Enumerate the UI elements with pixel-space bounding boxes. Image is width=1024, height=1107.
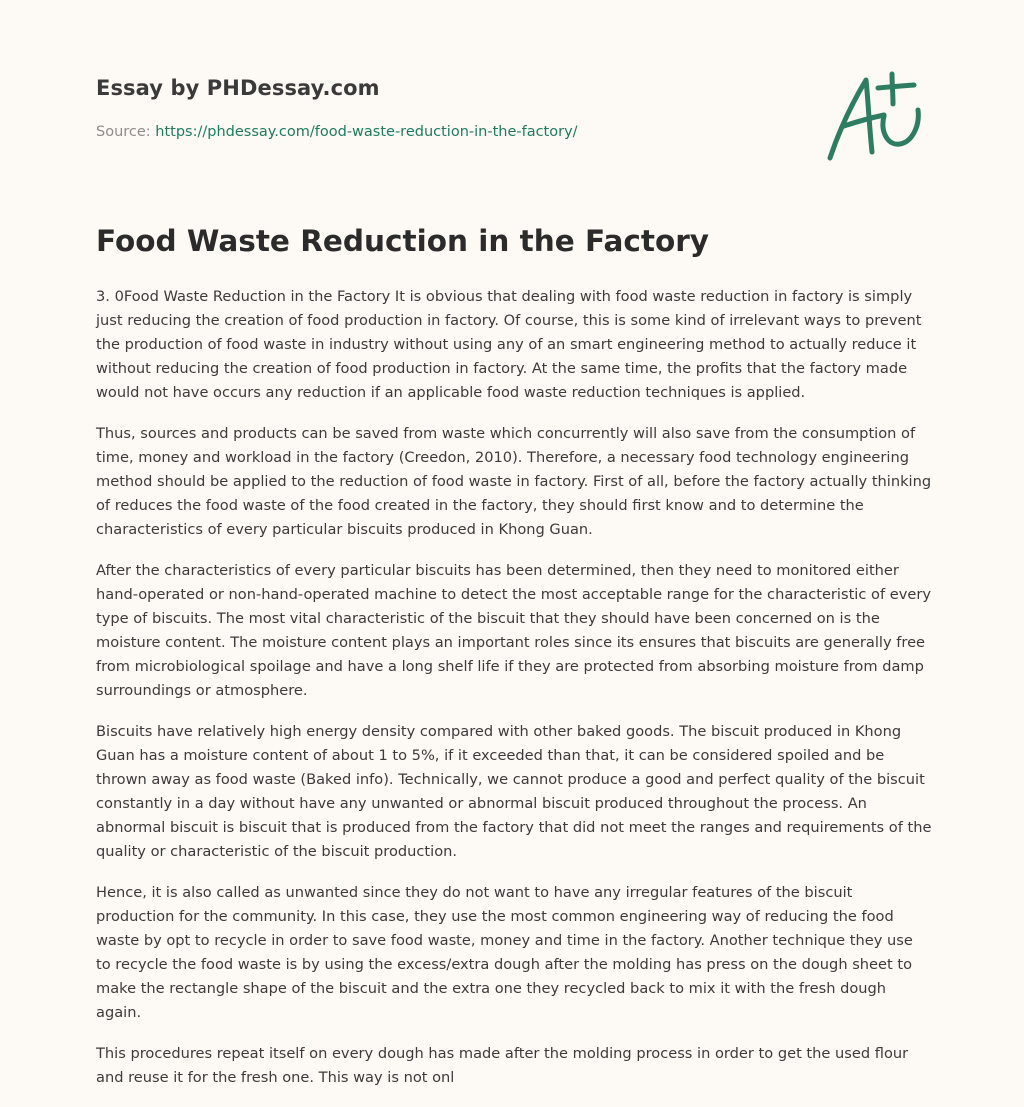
paragraph: Biscuits have relatively high energy density compared with other baked goods. The biscuit produced in Khong Guan has a moisture content of about 1 to 5%, if it exceeded than that, it can be considered spoiled and be thrown away as food waste (Baked info). Technically, we cannot produce a good and perfect quality of the biscuit constantly in a day without have any unwanted or abnormal biscuit produced throughout the process. An abnormal biscuit is biscuit that is produced from the factory that did not meet the ranges and requirements of the quality or characteristic of the biscuit production.	[96, 723, 932, 860]
a-crossbar-stroke	[844, 115, 884, 126]
paragraph: 3. 0Food Waste Reduction in the Factory It is obvious that dealing with food waste reduction in factory is simply just reducing the creation of food production in factory. Of course, this is some kind of irrelevant ways to prevent the production of food waste in industry without using any of an smart engineering method to actually reduce it without reducing the creation of food production in factory. At the same time, the profits that the factory made would not have occurs any reduction if an applicable food waste reduction techniques is applied.	[96, 288, 922, 401]
paragraph: After the characteristics of every particular biscuits has been determined, then they need to monitored either hand-operated or non-hand-operated machine to detect the most acceptable range for the characteristic of every type of biscuits. The most vital characteristic of the biscuit that they should have been concerned on is the moisture content. The moisture content plays an important roles since its ensures that biscuits are generally free from microbiological spoilage and have a long shelf life if they are protected from absorbing moisture from damp surroundings or atmosphere.	[96, 562, 931, 699]
page-title: Food Waste Reduction in the Factory	[96, 224, 710, 258]
source-line	[96, 124, 578, 140]
source-link[interactable]: https://phdessay.com/food-waste-reduction-in-the-factory/	[155, 124, 578, 140]
site-brand: Essay by PHDessay.com	[96, 76, 380, 100]
paragraph: Hence, it is also called as unwanted since they do not want to have any irregular features of the biscuit production for the community. In this case, they use the most common engineering way of reducing the food waste by opt to recycle in order to save food waste, money and time in the factory. Another technique they use to recycle the food waste is by using the excess/extra dough after the molding has press on the dough sheet to make the rectangle shape of the biscuit and the extra one they recycled back to mix it with the fresh dough again.	[96, 884, 913, 1021]
plus-horizontal-stroke	[878, 85, 914, 88]
essay-body	[96, 285, 932, 1107]
source-label: Source:	[96, 124, 151, 140]
smile-stroke	[883, 110, 918, 144]
paragraph: Thus, sources and products can be saved from waste which concurrently will also save from the consumption of time, money and workload in the factory (Creedon, 2010). Therefore, a necessary food technology engineering method should be applied to the reduction of food waste in factory. First of all, before the factory actually thinking of reduces the food waste of the food created in the factory, they should first know and to determine the characteristics of every particular biscuits produced in Khong Guan.	[96, 425, 932, 538]
paragraph: This procedures repeat itself on every dough has made after the molding process in order to get the used flour and reuse it for the fresh one. This way is not onl	[96, 1045, 909, 1086]
a-plus-grade-icon	[826, 68, 926, 164]
